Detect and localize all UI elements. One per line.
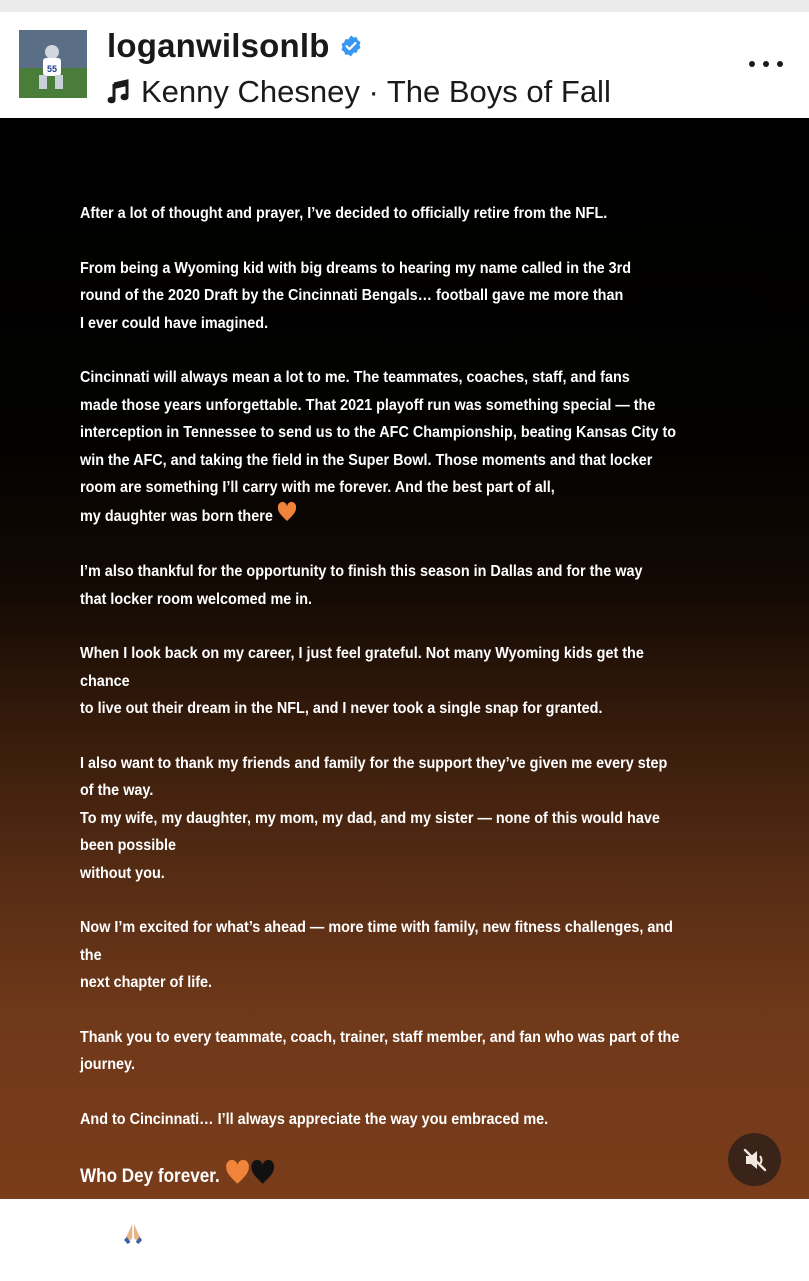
closing-text: Who Dey forever. [80,1165,220,1187]
paragraph: After a lot of thought and prayer, I’ve decided to officially retire from the NFL. [80,205,608,222]
closing-line [80,1160,683,1194]
orange-heart-icon [277,502,297,532]
daughter-line: my daughter was born there [80,507,273,525]
more-options-icon[interactable] [746,52,786,76]
paragraph-with-daughter [80,364,683,531]
verified-badge-icon [339,34,363,58]
paragraph: From being a Wyoming kid with big dreams to hearing my name called in the 3rd round of the 2020 Draft by the Cincinnati Bengals… football gave me more than I ever could have imagined. [80,259,632,332]
music-note-icon [107,79,129,105]
svg-text:55: 55 [46,64,58,74]
black-heart-icon [250,1160,275,1194]
signoff-line [80,1221,683,1255]
retirement-message [80,200,683,1281]
status-strip [0,0,809,12]
dot [749,61,755,67]
username-row [107,24,363,68]
paragraph: Now I’m excited for what’s ahead — more time with family, new fitness challenges, and the next chapter of life. [80,919,673,991]
paragraph-text: Cincinnati will always mean a lot to me. The teammates, coaches, staff, and fans made those years unforgettable. That 2021 playoff run was something special — the interception in Tennessee to send us to the AFC Championship, beating Kansas City to win the AFC, and taking the field in the Super Bowl. Those moments and that locker room are something I’ll carry with me forever. And the best part of all, [80,369,677,496]
dot [777,61,783,67]
avatar-photo [19,30,87,98]
paragraph: When I look back on my career, I just feel grateful. Not many Wyoming kids get the chance to live out their dream in the NFL, and I never took a single snap for granted. [80,645,644,717]
username[interactable]: loganwilsonlb [107,27,330,64]
signoff-text: 55 out [80,1228,123,1246]
post-header [0,0,809,118]
paragraph: And to Cincinnati… I’ll always appreciate the way you embraced me. [80,1110,549,1128]
music-row[interactable] [107,72,611,112]
paragraph: Thank you to every teammate, coach, trainer, staff member, and fan who was part of the journey. [80,1028,680,1073]
folded-hands-icon [122,1221,144,1255]
paragraph: I also want to thank my friends and family for the support they’ve given me every step of the way. To my wife, my daughter, my mom, my dad, and my sister — none of this would have been possible without you. [80,754,668,882]
muted-speaker-icon[interactable] [728,1133,781,1186]
avatar[interactable] [19,30,87,98]
music-track: Kenny Chesney · The Boys of Fall [141,74,611,109]
paragraph: I’m also thankful for the opportunity to finish this season in Dallas and for the way that locker room welcomed me in. [80,563,643,608]
dot [763,61,769,67]
orange-heart-icon [224,1160,249,1194]
story-image [0,118,809,1246]
